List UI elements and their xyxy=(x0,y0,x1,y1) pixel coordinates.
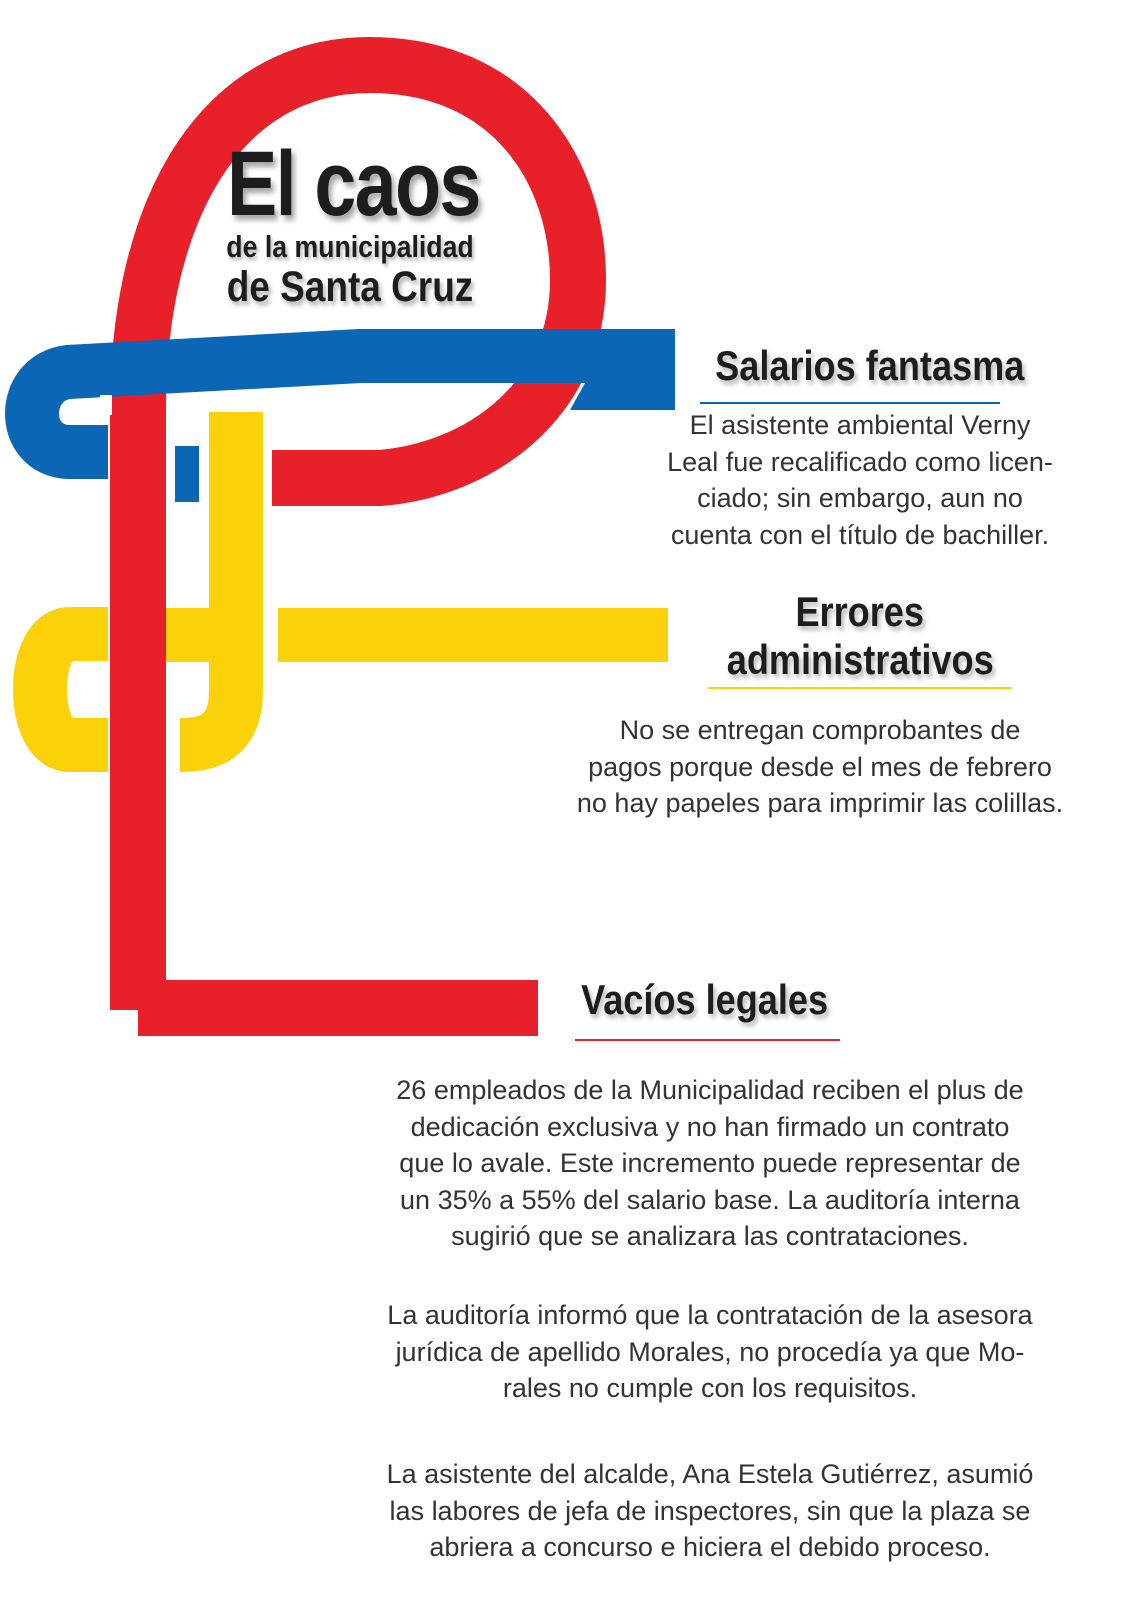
vacios-legales-text-1: 26 empleados de la Municipalidad reciben el plus de dedicación exclusiva y no han firmado un contrato que lo avale. Este incremento puede representar de un 35% a 55% del salario base. La auditoría interna sugirió que se analizara las contrataciones. xyxy=(396,1075,1024,1251)
yellow-ribbon-connector xyxy=(165,608,210,662)
heading-vacios-legales: Vacíos legales xyxy=(581,976,829,1023)
heading-underline-yellow xyxy=(708,687,1012,689)
red-ribbon-overlap xyxy=(110,600,166,780)
heading-errores-administrativos: Errores administrativos xyxy=(726,588,994,683)
title-line2: de la municipalidad xyxy=(226,229,474,264)
vacios-legales-text-2: La auditoría informó que la contratación de la asesora jurídica de apellido Morales, no procedía ya que Mo- rales no cumple con los requisitos. xyxy=(387,1300,1033,1403)
heading-underline-red xyxy=(575,1039,840,1041)
blue-ribbon-tab xyxy=(175,446,199,502)
errores-administrativos-text: No se entregan comprobantes de pagos porque desde el mes de febrero no hay papeles para imprimir las colillas. xyxy=(576,715,1064,818)
title-main: El caos xyxy=(227,133,480,235)
yellow-ribbon-loop xyxy=(40,634,108,745)
heading-underline-blue xyxy=(700,402,1000,404)
vacios-legales-text-3: La asistente del alcalde, Ana Estela Gutiérrez, asumió las labores de jefa de inspectores, sin que la plaza se abriera a concurso e hiciera el debido proceso. xyxy=(386,1459,1034,1562)
heading-salarios-fantasma: Salarios fantasma xyxy=(715,342,1025,389)
infographic-title xyxy=(200,133,500,311)
title-line3: de Santa Cruz xyxy=(226,263,474,311)
salarios-fantasma-text: El asistente ambiental Verny Leal fue recalificado como licen- ciado; sin embargo, aun no cuenta con el título de bachiller. xyxy=(667,410,1053,550)
yellow-ribbon-bar xyxy=(278,608,668,662)
weave-gap xyxy=(100,395,112,415)
